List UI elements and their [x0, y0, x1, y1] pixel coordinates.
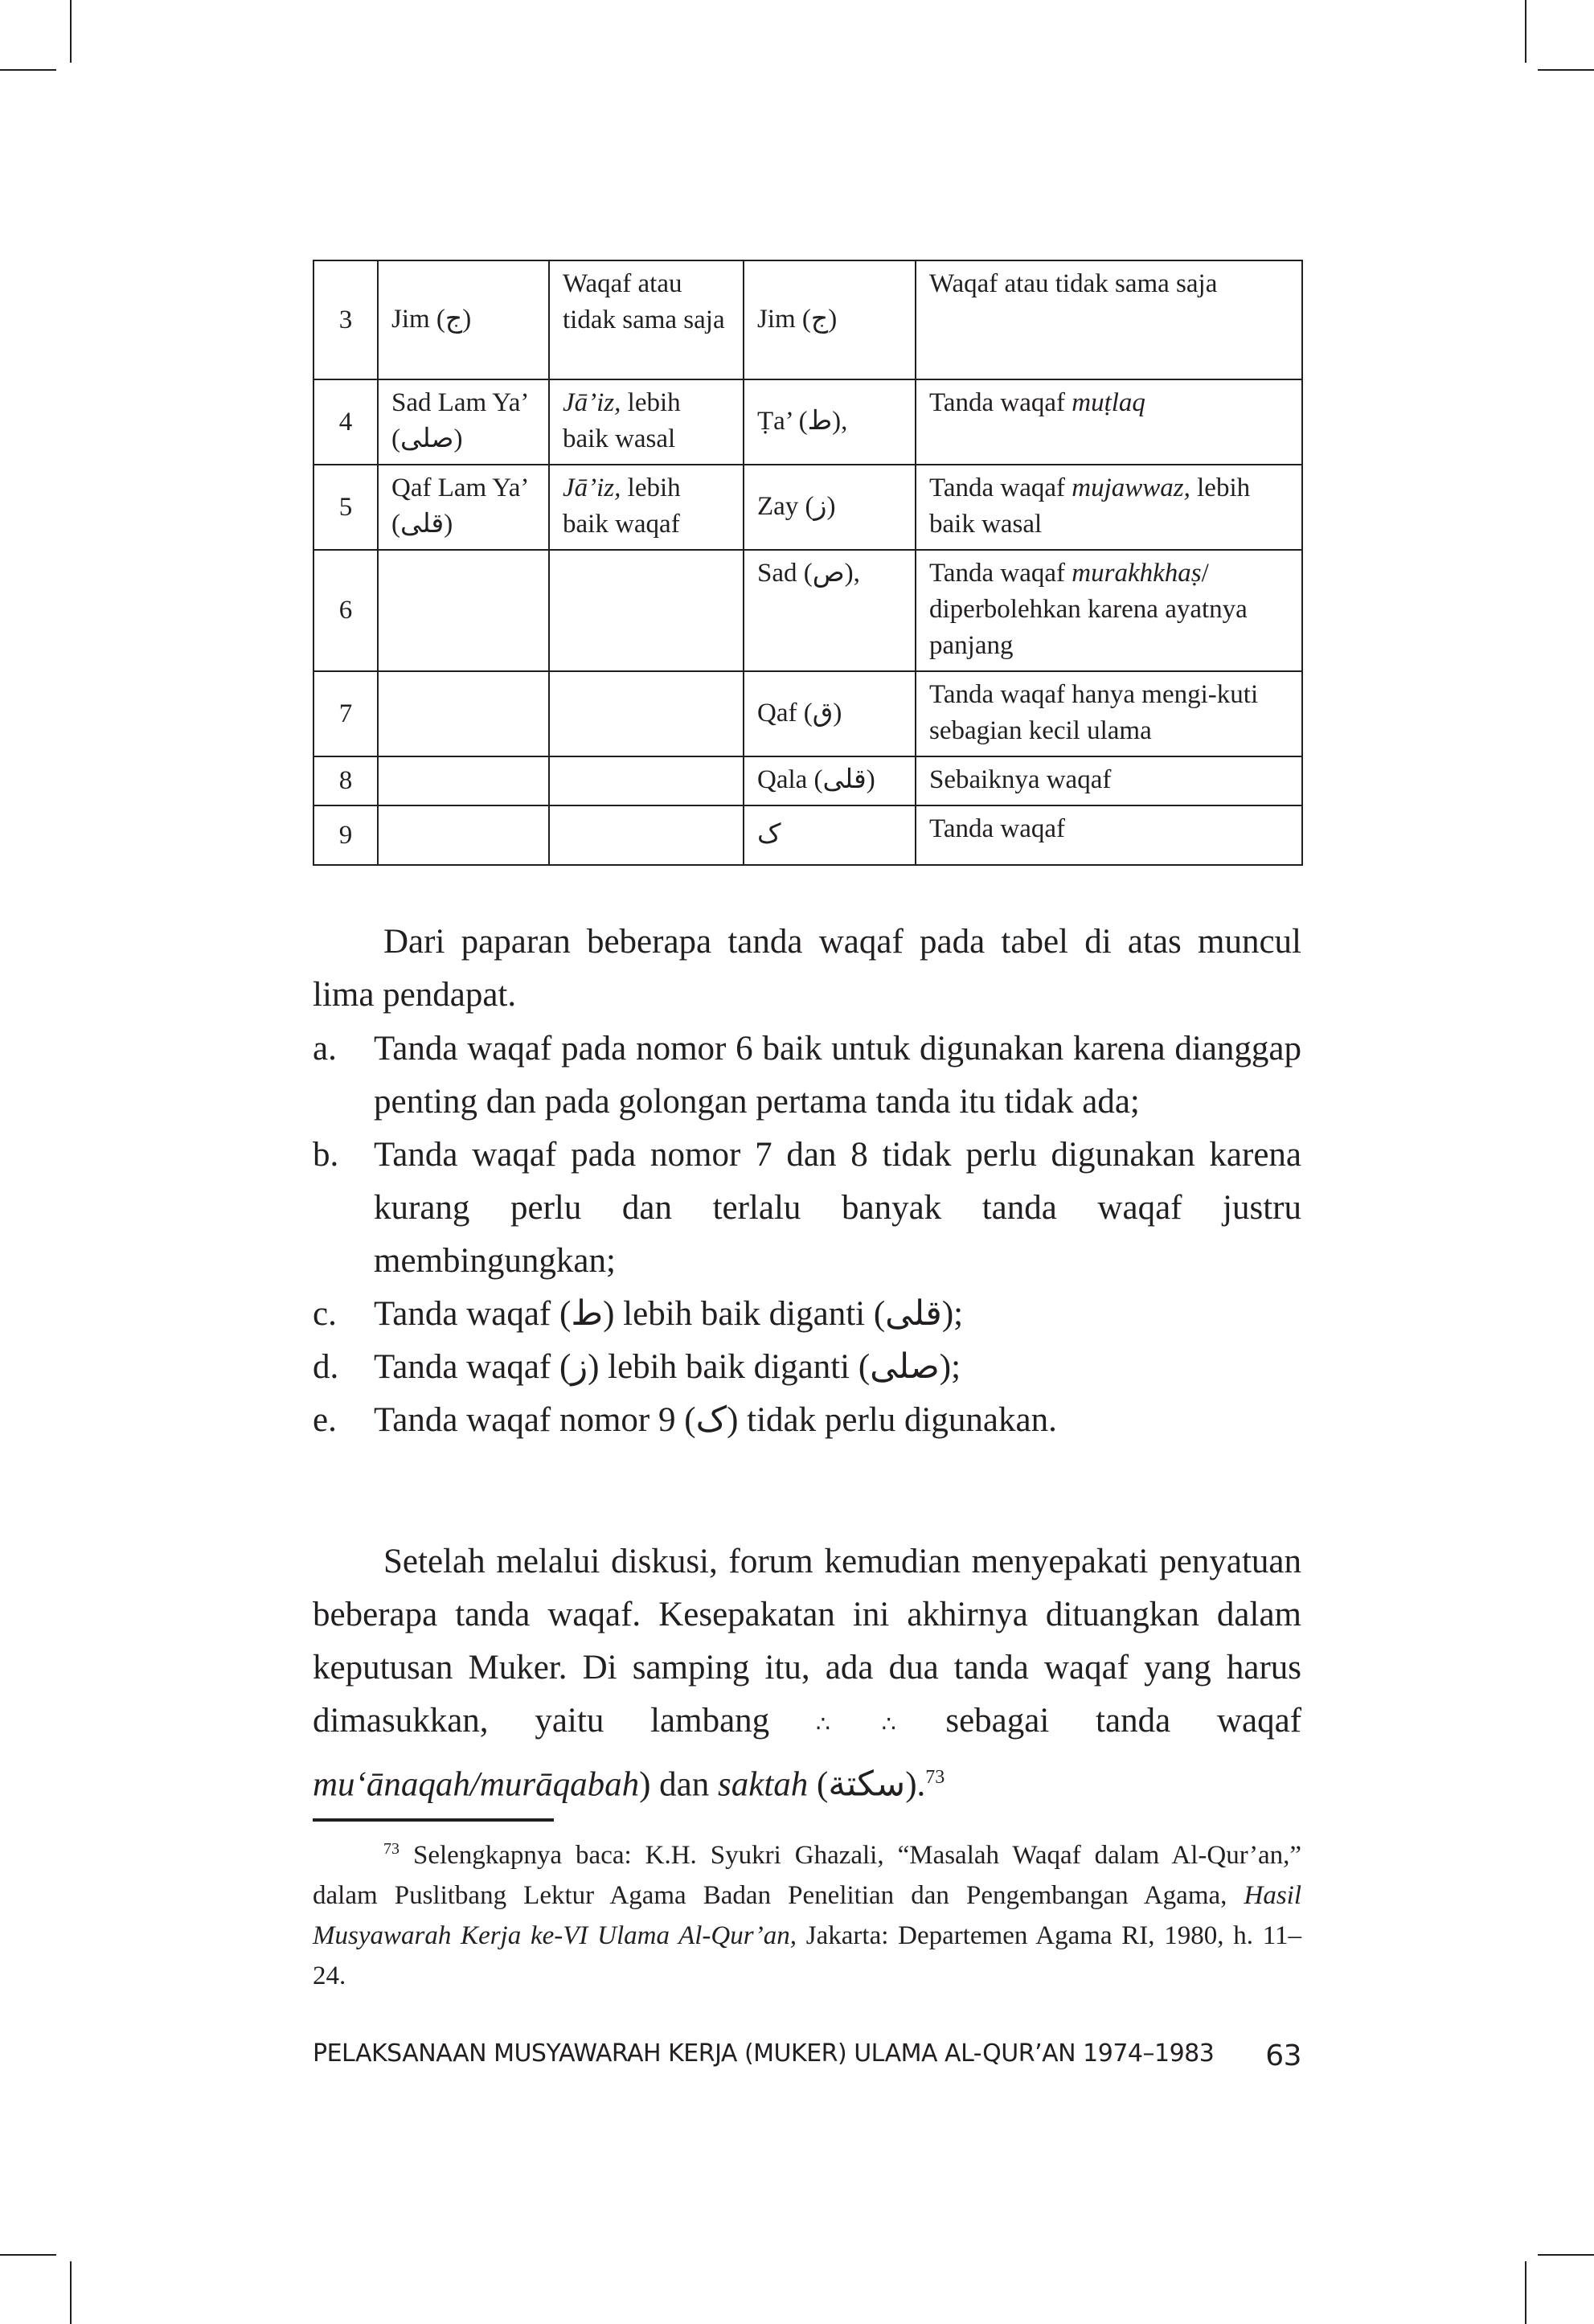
table-cell-text: Tanda waqaf	[929, 473, 1072, 502]
list-item	[313, 1394, 1301, 1447]
table-cell-text: lebih baik waqaf	[563, 473, 681, 539]
table-cell	[549, 756, 744, 805]
row-number: 7	[313, 671, 378, 756]
list-marker: d.	[313, 1348, 339, 1386]
table-row	[313, 756, 1302, 805]
table-cell: Tanda waqaf	[916, 805, 1302, 865]
table-cell: Waqaf atau tidak sama saja	[916, 260, 1302, 379]
list-marker: b.	[313, 1136, 339, 1174]
table-cell	[378, 550, 549, 671]
paragraph-text: (سكتة).	[808, 1765, 926, 1804]
paragraph-emphasis: saktah	[718, 1765, 809, 1804]
list-item	[313, 1341, 1301, 1394]
table-cell: Jim (ج)	[744, 260, 916, 379]
crop-mark	[70, 0, 72, 63]
table-cell: Waqaf atau tidak sama saja	[549, 260, 744, 379]
opinion-list	[313, 1023, 1301, 1447]
table-row	[313, 550, 1302, 671]
table-cell	[549, 465, 744, 550]
table-cell: Zay (ز)	[744, 465, 916, 550]
crop-mark	[1538, 69, 1594, 71]
footnote-emphasis: Hasil Musyawarah Kerja ke-VI Ulama Al-Qur’an,	[313, 1881, 1301, 1950]
crop-mark	[1525, 0, 1526, 63]
paragraph-text: Setelah melalui diskusi, forum kemudian menyepakati penyatuan beberapa tanda waqaf. Kesepakatan ini akhirnya dituangkan dalam keputusan Muker. Di samping itu, ada dua tanda waqaf yang harus dimasukkan, yaitu lambang	[313, 1543, 1301, 1740]
table-row	[313, 260, 1302, 379]
table-cell: Tanda waqaf hanya mengi-kuti sebagian kecil ulama	[916, 671, 1302, 756]
table-cell-text: Tanda waqaf	[929, 388, 1072, 417]
footnote-divider	[313, 1818, 554, 1822]
list-item-text: Tanda waqaf pada nomor 6 baik untuk digunakan karena dianggap penting dan pada golongan pertama tanda itu tidak ada;	[374, 1030, 1301, 1121]
row-number: 4	[313, 379, 378, 465]
waqaf-table	[313, 260, 1303, 866]
list-marker: a.	[313, 1030, 337, 1068]
paragraph-emphasis: mu‘ānaqah/murāqabah	[313, 1765, 640, 1804]
table-row	[313, 805, 1302, 865]
list-item	[313, 1288, 1301, 1341]
list-item-text: Tanda waqaf (ط) lebih baik diganti (قلى);	[374, 1295, 964, 1333]
table-cell-emphasis: Jā’iz,	[563, 388, 621, 417]
table-cell	[549, 550, 744, 671]
table-cell-emphasis: mujawwaz,	[1072, 473, 1190, 502]
table-cell: ک	[744, 805, 916, 865]
table-cell-text: lebih baik wasal	[563, 388, 681, 453]
list-item-text: Tanda waqaf (ز) lebih baik diganti (صلى);	[374, 1348, 961, 1386]
row-number: 5	[313, 465, 378, 550]
table-cell: Jim (ج)	[378, 260, 549, 379]
table-cell	[549, 671, 744, 756]
list-marker: e.	[313, 1401, 337, 1439]
list-item	[313, 1023, 1301, 1129]
table-row	[313, 379, 1302, 465]
table-row	[313, 465, 1302, 550]
table-cell: Ṭa’ (ط),	[744, 379, 916, 465]
table-cell-emphasis: muṭlaq	[1072, 388, 1145, 417]
footnote	[313, 1829, 1301, 1996]
crop-mark	[0, 2254, 56, 2256]
table-cell	[378, 756, 549, 805]
page-footer	[313, 2039, 1301, 2072]
list-item-text: Tanda waqaf nomor 9 (ک) tidak perlu digunakan.	[374, 1401, 1057, 1439]
paragraph-text: ) dan	[639, 1765, 719, 1804]
footnote-text: Selengkapnya baca: K.H. Syukri Ghazali, “Masalah Waqaf dalam Al-Qur’an,” dalam Puslitbang Lektur Agama Badan Penelitian dan Pengembangan Agama,	[313, 1841, 1301, 1910]
table-cell: Sad Lam Ya’ (صلى)	[378, 379, 549, 465]
row-number: 6	[313, 550, 378, 671]
crop-mark	[70, 2261, 72, 2324]
table-cell: Qaf Lam Ya’ (قلى)	[378, 465, 549, 550]
row-number: 3	[313, 260, 378, 379]
table-cell-emphasis: Jā’iz,	[563, 473, 621, 502]
intro-text: Dari paparan beberapa tanda waqaf pada tabel di atas muncul lima pendapat.	[313, 923, 1301, 1014]
table-row	[313, 671, 1302, 756]
footnote-text: Jakarta: Departemen Agama RI, 1980, h. 11–24.	[313, 1921, 1302, 1990]
table-cell	[378, 671, 549, 756]
list-item-text: Tanda waqaf pada nomor 7 dan 8 tidak perlu digunakan karena kurang perlu dan terlalu banyak tanda waqaf justru membingungkan;	[374, 1136, 1301, 1280]
table-cell: Qaf (ق)	[744, 671, 916, 756]
table-cell-text: Tanda waqaf	[929, 559, 1072, 588]
table-cell	[378, 805, 549, 865]
table-cell: Qala (قلى)	[744, 756, 916, 805]
page-number: 63	[1265, 2039, 1301, 2072]
muanaqah-symbol: ∴ ∴	[815, 1711, 899, 1737]
footnote-number: 73	[383, 1840, 400, 1858]
crop-mark	[0, 69, 56, 71]
table-cell	[916, 550, 1302, 671]
table-cell: Sebaiknya waqaf	[916, 756, 1302, 805]
running-title: PELAKSANAAN MUSYAWARAH KERJA (MUKER) ULAMA AL-QUR’AN 1974–1983	[313, 2039, 1215, 2068]
table-cell-text: / diperbolehkan karena ayatnya panjang	[929, 559, 1248, 660]
footnote-reference: 73	[925, 1767, 945, 1788]
conclusion-paragraph	[313, 1535, 1301, 1811]
paragraph-text: sebagai tanda waqaf	[899, 1702, 1302, 1740]
crop-mark	[1525, 2261, 1526, 2324]
list-marker: c.	[313, 1295, 337, 1333]
table-cell	[916, 379, 1302, 465]
crop-mark	[1538, 2254, 1594, 2256]
row-number: 8	[313, 756, 378, 805]
table-cell-emphasis: murakhkhaṣ	[1072, 559, 1202, 588]
table-cell	[549, 805, 744, 865]
list-item	[313, 1129, 1301, 1288]
table-cell: Sad (ص),	[744, 550, 916, 671]
table-cell	[549, 379, 744, 465]
table-cell	[916, 465, 1302, 550]
row-number: 9	[313, 805, 378, 865]
intro-paragraph	[313, 916, 1301, 1022]
table-cell-text: lebih baik wasal	[929, 473, 1251, 539]
